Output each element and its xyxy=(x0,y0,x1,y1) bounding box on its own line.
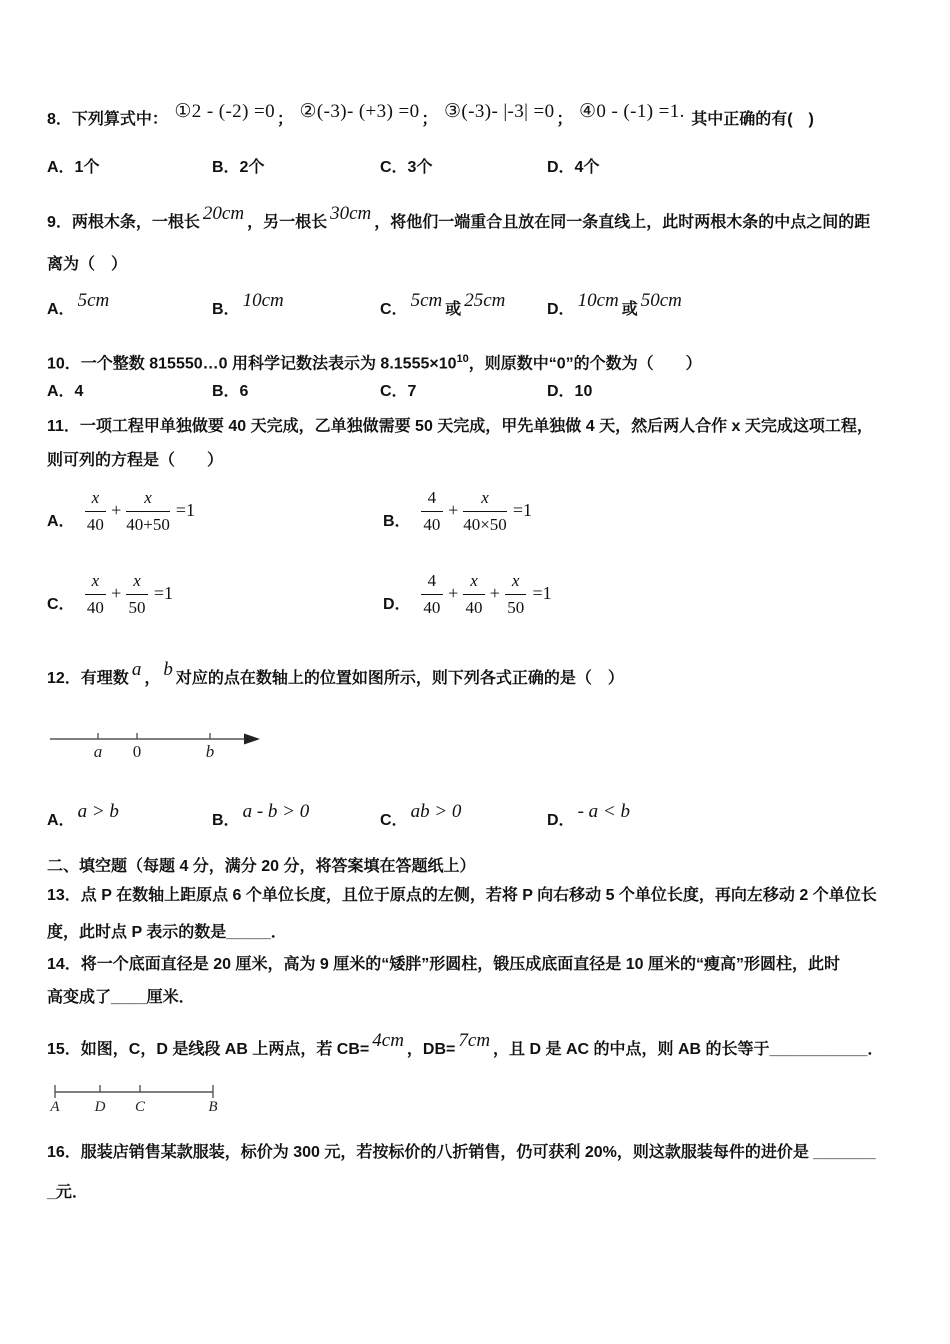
q11-a-f1-den: 40 xyxy=(86,514,104,534)
q11-b-f2-den: 40×50 xyxy=(463,514,507,534)
q11-d-rhs: =1 xyxy=(532,583,552,604)
question-15-stem xyxy=(47,1030,927,1066)
q11-c-f2-num: x xyxy=(126,570,148,595)
q8-semicolon-2: ； xyxy=(421,111,438,128)
label-zero: 0 xyxy=(132,742,142,761)
q15-length-db: 7cm xyxy=(458,1030,491,1051)
q9-option-d xyxy=(547,290,685,326)
q11-d-f2-num: x xyxy=(463,570,485,595)
question-16-line1 xyxy=(47,1136,927,1169)
label-b: b xyxy=(205,742,215,761)
q12-option-d-label: D． xyxy=(547,812,575,829)
q15-segment-figure xyxy=(47,1080,227,1114)
question-10-options xyxy=(47,375,927,408)
q8-option-c: C．3个 xyxy=(380,159,433,176)
question-16-line2 xyxy=(47,1176,927,1209)
question-8-options xyxy=(47,151,927,184)
q11-option-a-label: A． xyxy=(47,513,75,531)
q12-option-b xyxy=(212,801,380,837)
q11-a-fraction-1 xyxy=(85,487,107,534)
q15-stem-pre: 15．如图，C，D 是线段 AB 上两点，若 CB= xyxy=(47,1041,370,1058)
q11-a-rhs: =1 xyxy=(175,500,196,521)
q11-c-plus: + xyxy=(111,583,122,604)
q8-tail-text: 其中正确的有( ) xyxy=(691,111,814,128)
q11-d-fraction-1 xyxy=(421,570,444,617)
q11-a-f2-num: x xyxy=(126,487,170,512)
q11-b-f1-num: 4 xyxy=(421,487,444,512)
q9-option-d-label: D． xyxy=(547,301,575,318)
q11-a-f2-den: 40+50 xyxy=(126,514,170,534)
question-12-stem xyxy=(47,659,927,695)
q10-exponent: 10 xyxy=(456,353,469,365)
q12-option-a-label: A． xyxy=(47,812,75,829)
q11-b-rhs: =1 xyxy=(512,500,532,521)
q8-option-b: B．2个 xyxy=(212,159,265,176)
q9-stem-a: 9．两根木条，一根长 xyxy=(47,214,200,231)
q9-option-b-value: 10cm xyxy=(242,290,284,311)
q11-a-plus: + xyxy=(111,500,122,521)
q11-d-f3-num: x xyxy=(505,570,527,595)
q11-c-f1-num: x xyxy=(85,570,107,595)
q11-a-fraction-2 xyxy=(126,487,170,534)
q11-option-b xyxy=(383,487,719,534)
q11-d-f1-den: 40 xyxy=(423,597,441,617)
q12-option-c xyxy=(380,801,547,837)
q9-length-1: 20cm xyxy=(202,203,245,224)
q9-option-c-label: C． xyxy=(380,301,408,318)
question-13-line2 xyxy=(47,916,927,949)
q9-option-c-value1: 5cm xyxy=(410,290,443,311)
q8-formula-3: ③(-3)- |-3| =0 xyxy=(443,101,555,122)
q8-option-d: D．4个 xyxy=(547,159,600,176)
q9-option-c xyxy=(380,290,547,326)
q9-option-b xyxy=(212,290,380,326)
q11-a-f1-num: x xyxy=(85,487,107,512)
q9-stem-line2-text: 离为（ ） xyxy=(47,256,128,273)
q11-stem-line2-text: 则可列的方程是（ ） xyxy=(47,452,224,469)
q11-b-f1-den: 40 xyxy=(423,514,441,534)
q9-stem-c: ，将他们一端重合且放在同一条直线上，此时两根木条的中点之间的距 xyxy=(374,214,871,231)
q11-stem-line1-text: 11．一项工程甲单独做要 40 天完成，乙单独做需要 50 天完成，甲先单独做 4 天，然后两人合作 x 天完成这项工程， xyxy=(47,418,873,435)
label-point-b: B xyxy=(208,1099,218,1114)
q10-option-d: D．10 xyxy=(547,383,593,400)
q14-line1-text: 14．将一个底面直径是 20 厘米，高为 9 厘米的“矮胖”形圆柱，锻压成底面直径是 10 厘米的“瘦高”形圆柱，此时 xyxy=(47,956,840,973)
q11-b-f2-num: x xyxy=(463,487,507,512)
question-14-line1 xyxy=(47,948,927,981)
label-a: a xyxy=(93,742,103,761)
q11-d-f1-num: 4 xyxy=(421,570,444,595)
q8-formula-2: ②(-3)- (+3) =0 xyxy=(299,101,420,122)
q8-formula-4: ④0 - (-1) =1. xyxy=(579,101,685,122)
q16-line2-text: _元． xyxy=(47,1184,88,1201)
label-point-c: C xyxy=(134,1099,146,1114)
q12-option-b-label: B． xyxy=(212,812,240,829)
question-11-stem-line2 xyxy=(47,444,927,477)
q9-option-d-value1: 10cm xyxy=(577,290,619,311)
q12-number-line-figure xyxy=(47,724,262,764)
question-11-options-row1 xyxy=(47,487,719,534)
q11-option-d-label: D． xyxy=(383,596,411,614)
q12-option-c-label: C． xyxy=(380,812,408,829)
q9-option-b-label: B． xyxy=(212,301,240,318)
q11-c-fraction-1 xyxy=(85,570,107,617)
q11-b-plus: + xyxy=(448,500,459,521)
q11-c-f2-den: 50 xyxy=(128,597,146,617)
q11-d-plus1: + xyxy=(448,583,459,604)
q12-option-d xyxy=(547,801,633,837)
q11-d-plus2: + xyxy=(489,583,500,604)
q12-option-a xyxy=(47,801,212,837)
q9-option-a xyxy=(47,290,212,326)
q11-option-c-label: C． xyxy=(47,596,75,614)
q10-stem-pre: 10．一个整数 815550…0 用科学记数法表示为 8.1555×10 xyxy=(47,355,457,373)
q12-stem-a: 12．有理数 xyxy=(47,670,129,687)
question-11-options-row2 xyxy=(47,570,719,617)
q12-var-a: a xyxy=(131,659,142,680)
q12-option-a-value: a > b xyxy=(77,801,119,822)
q13-line2-text: 度，此时点 P 表示的数是_____． xyxy=(47,924,287,941)
question-14-line2 xyxy=(47,981,927,1014)
q15-stem-mid: ，DB= xyxy=(406,1041,456,1058)
q12-option-d-value: - a < b xyxy=(577,801,630,822)
q11-c-f1-den: 40 xyxy=(86,597,104,617)
q12-comma: ， xyxy=(144,670,161,687)
q11-option-b-label: B． xyxy=(383,513,411,531)
question-9-stem-line2 xyxy=(47,248,927,281)
q11-d-fraction-3 xyxy=(505,570,527,617)
q8-semicolon-1: ； xyxy=(276,111,293,128)
q11-d-fraction-2 xyxy=(463,570,485,617)
q8-semicolon-3: ； xyxy=(556,111,573,128)
q12-stem-b: 对应的点在数轴上的位置如图所示，则下列各式正确的是（ ） xyxy=(175,670,624,687)
q9-length-2: 30cm xyxy=(330,203,372,224)
q9-option-a-value: 5cm xyxy=(77,290,110,311)
question-9-stem-line1 xyxy=(47,203,927,239)
q9-option-a-label: A． xyxy=(47,301,75,318)
q9-option-c-or: 或 xyxy=(445,301,462,318)
question-9-options xyxy=(47,290,927,326)
question-11-stem-line1 xyxy=(47,410,927,443)
number-line-arrowhead xyxy=(244,734,260,745)
q9-stem-b: ，另一根长 xyxy=(247,214,328,231)
q14-line2-text: 高变成了____厘米． xyxy=(47,989,195,1006)
question-13-line1 xyxy=(47,879,927,912)
q10-option-b: B．6 xyxy=(212,383,249,400)
q16-line1-text: 16．服装店销售某款服装，标价为 300 元，若按标价的八折销售，仍可获利 20%，则这款服装每件的进价是 _______ xyxy=(47,1144,876,1161)
q15-length-cb: 4cm xyxy=(372,1030,404,1051)
q12-option-c-value: ab > 0 xyxy=(410,801,462,822)
q8-stem-text: 8．下列算式中： xyxy=(47,111,168,128)
q11-b-fraction-2 xyxy=(463,487,507,534)
q11-d-f3-den: 50 xyxy=(507,597,525,617)
q9-option-d-value2: 50cm xyxy=(640,290,682,311)
q9-option-d-or: 或 xyxy=(621,301,638,318)
q15-stem-post: ，且 D 是 AC 的中点，则 AB 的长等于___________． xyxy=(493,1041,884,1058)
question-8-stem xyxy=(47,103,927,136)
q10-option-c: C．7 xyxy=(380,383,417,400)
q11-b-fraction-1 xyxy=(421,487,444,534)
q12-option-b-value: a - b > 0 xyxy=(242,801,310,822)
q10-option-a: A．4 xyxy=(47,383,84,400)
q11-option-c xyxy=(47,570,383,617)
question-12-options xyxy=(47,801,927,837)
q12-var-b: b xyxy=(163,659,173,680)
q10-stem-post: ，则原数中“0”的个数为（ ） xyxy=(468,355,702,373)
label-point-a: A xyxy=(50,1099,60,1114)
q13-line1-text: 13．点 P 在数轴上距原点 6 个单位长度，且位于原点的左侧，若将 P 向右移动 5 个单位长度，再向左移动 2 个单位长 xyxy=(47,887,877,904)
q11-d-f2-den: 40 xyxy=(465,597,483,617)
q8-option-a: A．1个 xyxy=(47,159,100,176)
q11-c-rhs: =1 xyxy=(153,583,173,604)
q9-option-c-value2: 25cm xyxy=(464,290,506,311)
q11-option-a xyxy=(47,487,383,534)
label-point-d: D xyxy=(94,1099,106,1114)
q8-formula-1: ①2 - (-2) =0 xyxy=(174,101,275,122)
q11-option-d xyxy=(383,570,719,617)
q11-c-fraction-2 xyxy=(126,570,148,617)
section-2-title: 二、填空题（每题 4 分，满分 20 分，将答案填在答题纸上） xyxy=(47,858,476,875)
